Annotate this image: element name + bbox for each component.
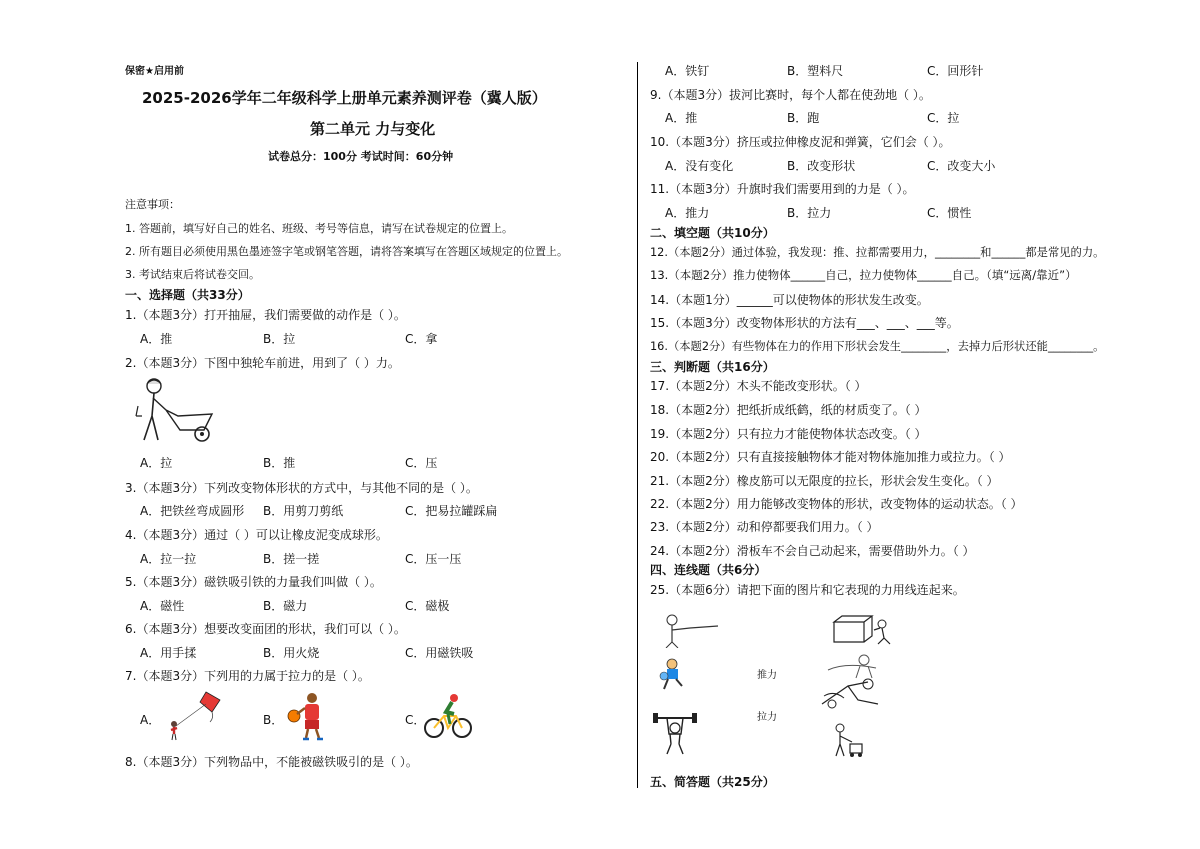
option[interactable]: C．拿 — [405, 332, 438, 346]
section-heading: 二、填空题（共10分） — [650, 226, 775, 240]
option[interactable]: A．推 — [140, 332, 173, 346]
option[interactable]: A．推力 — [665, 206, 710, 220]
pull-force-label[interactable]: 拉力 — [757, 712, 777, 723]
cyclist-image — [424, 692, 472, 740]
option[interactable]: C．把易拉罐踩扁 — [405, 504, 498, 518]
section-heading: 四、连线题（共6分） — [650, 563, 767, 577]
unit-subtitle: 第二单元 力与变化 — [310, 120, 436, 138]
question-12: 12.（本题2分）通过体验，我发现：推、拉都需要用力，________和______都是常见的力。 — [650, 246, 1105, 259]
lawnmower-figure — [830, 722, 864, 758]
question-3: 3.（本题3分）下列改变物体形状的方式中，与其他不同的是（ ）。 — [125, 481, 478, 495]
option[interactable]: A．拉 — [140, 456, 173, 470]
option[interactable]: B．用火烧 — [263, 646, 320, 660]
note-item: 2. 所有题目必须使用黑色墨迹签字笔或钢笔答题，请将答案填写在答题区域规定的位置上。 — [125, 245, 568, 258]
option[interactable]: B．塑料尺 — [787, 64, 844, 78]
question-6: 6.（本题3分）想要改变面团的形状，我们可以（ ）。 — [125, 622, 406, 636]
option[interactable]: B．拉力 — [787, 206, 832, 220]
question-25: 25.（本题6分）请把下面的图片和它表现的力用线连起来。 — [650, 583, 965, 597]
option[interactable]: A．把铁丝弯成圆形 — [140, 504, 245, 518]
option[interactable]: C．改变大小 — [927, 159, 996, 173]
question-20: 20.（本题2分）只有直接接触物体才能对物体施加推力或拉力。（ ） — [650, 450, 1011, 464]
question-14: 14.（本题1分）______可以使物体的形状发生改变。 — [650, 293, 929, 307]
question-11: 11.（本题3分）升旗时我们需要用到的力是（ ）。 — [650, 182, 915, 196]
note-item: 1. 答题前，填写好自己的姓名、班级、考号等信息，请写在试卷规定的位置上。 — [125, 222, 513, 235]
question-18: 18.（本题2分）把纸折成纸鹤，纸的材质变了。（ ） — [650, 403, 927, 417]
section-heading: 五、简答题（共25分） — [650, 775, 775, 789]
option[interactable]: B．用剪刀剪纸 — [263, 504, 344, 518]
question-8: 8.（本题3分）下列物品中，不能被磁铁吸引的是（ ）。 — [125, 755, 418, 769]
wheelbarrow-figure — [132, 376, 216, 444]
question-24: 24.（本题2分）滑板车不会自己动起来，需要借助外力。（ ） — [650, 544, 975, 558]
option[interactable]: B． — [263, 713, 284, 727]
kite-flying-image — [162, 690, 226, 742]
option[interactable]: B．跑 — [787, 111, 820, 125]
option[interactable]: C．压 — [405, 456, 438, 470]
option[interactable]: A．推 — [665, 111, 698, 125]
question-7: 7.（本题3分）下列用的力属于拉力的是（ ）。 — [125, 669, 370, 683]
option[interactable]: A．铁钉 — [665, 64, 710, 78]
question-21: 21.（本题2分）橡皮筋可以无限度的拉长，形状会发生变化。（ ） — [650, 474, 999, 488]
question-4: 4.（本题3分）通过（ ）可以让橡皮泥变成球形。 — [125, 528, 388, 542]
child-kicking-figure — [658, 658, 690, 692]
confidential-label: 保密★启用前 — [125, 66, 184, 77]
section-heading: 一、选择题（共33分） — [125, 288, 250, 302]
option[interactable]: A．没有变化 — [665, 159, 734, 173]
option[interactable]: B．磁力 — [263, 599, 308, 613]
option[interactable]: C．用磁铁吸 — [405, 646, 474, 660]
exam-title: 2025-2026学年二年级科学上册单元素养测评卷（冀人版） — [142, 89, 547, 107]
question-1: 1.（本题3分）打开抽屉，我们需要做的动作是（ ）。 — [125, 308, 406, 322]
weightlifter-figure — [653, 712, 697, 756]
option[interactable]: C．磁极 — [405, 599, 450, 613]
cart-pulling-figure — [818, 676, 886, 710]
basketball-player-image — [286, 692, 336, 742]
question-13: 13.（本题2分）推力使物体______自己，拉力使物体______自己。（填“远离/靠近”） — [650, 268, 1077, 282]
option[interactable]: C．拉 — [927, 111, 960, 125]
option[interactable]: C．惯性 — [927, 206, 972, 220]
exam-meta: 试卷总分：100分 考试时间：60分钟 — [268, 150, 454, 163]
note-item: 3. 考试结束后将试卷交回。 — [125, 268, 260, 281]
option[interactable]: C．压一压 — [405, 552, 462, 566]
question-15: 15.（本题3分）改变物体形状的方法有___、___、___等。 — [650, 316, 959, 330]
question-16: 16.（本题2分）有些物体在力的作用下形状会发生________，去掉力后形状还能________。 — [650, 340, 1105, 353]
notes-title: 注意事项： — [125, 198, 180, 211]
option[interactable]: A．磁性 — [140, 599, 185, 613]
question-10: 10.（本题3分）挤压或拉伸橡皮泥和弹簧，它们会（ ）。 — [650, 135, 951, 149]
question-2: 2.（本题3分）下图中独轮车前进，用到了（ ）力。 — [125, 356, 400, 370]
column-divider — [637, 62, 638, 788]
pushing-box-figure — [830, 612, 892, 646]
question-19: 19.（本题2分）只有拉力才能使物体状态改变。（ ） — [650, 427, 927, 441]
question-5: 5.（本题3分）磁铁吸引铁的力量我们叫做（ ）。 — [125, 575, 382, 589]
question-9: 9.（本题3分）拔河比赛时，每个人都在使劲地（ ）。 — [650, 88, 931, 102]
option[interactable]: A．拉一拉 — [140, 552, 197, 566]
question-23: 23.（本题2分）动和停都要我们用力。（ ） — [650, 520, 879, 534]
option[interactable]: A． — [140, 713, 161, 727]
option[interactable]: B．推 — [263, 456, 296, 470]
option[interactable]: B．搓一搓 — [263, 552, 320, 566]
option[interactable]: B．改变形状 — [787, 159, 856, 173]
section-heading: 三、判断题（共16分） — [650, 360, 775, 374]
push-force-label[interactable]: 推力 — [757, 670, 777, 681]
option[interactable]: C． — [405, 713, 426, 727]
option[interactable]: B．拉 — [263, 332, 296, 346]
option[interactable]: C．回形针 — [927, 64, 984, 78]
pulling-rope-figure — [660, 612, 720, 648]
option[interactable]: A．用手揉 — [140, 646, 197, 660]
question-22: 22.（本题2分）用力能够改变物体的形状，改变物体的运动状态。（ ） — [650, 497, 1023, 511]
question-17: 17.（本题2分）木头不能改变形状。（ ） — [650, 379, 867, 393]
